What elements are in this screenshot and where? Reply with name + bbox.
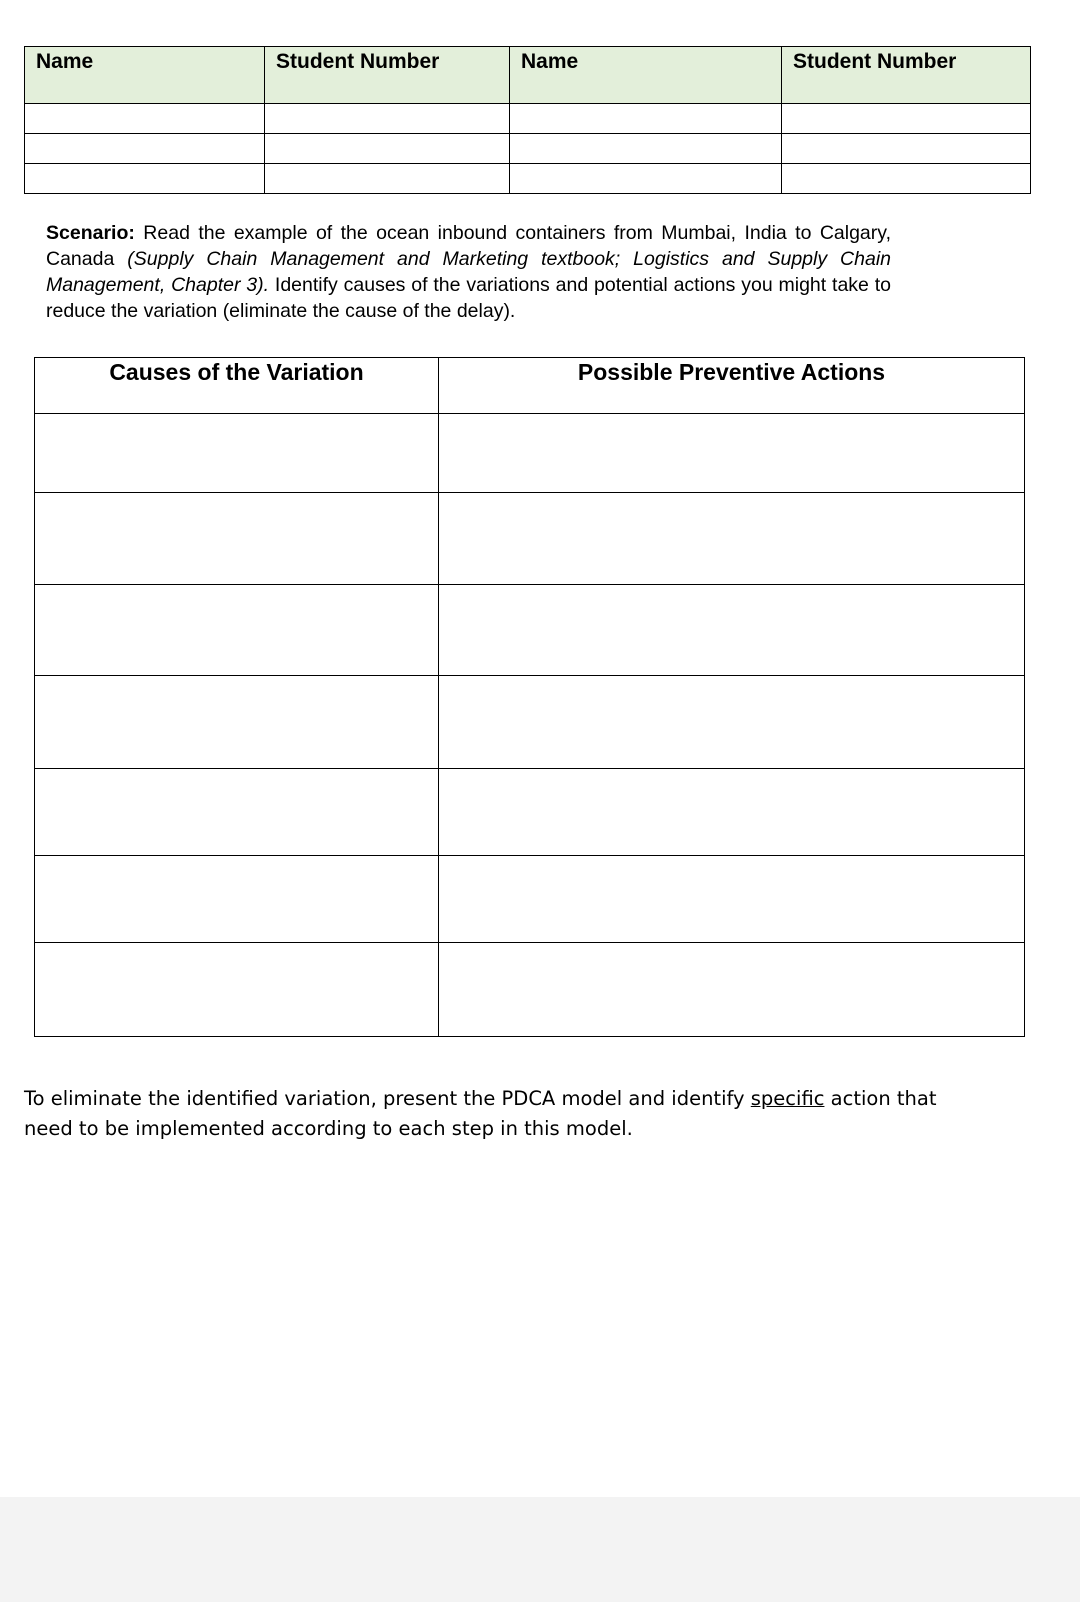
student-name-cell[interactable]: [510, 134, 782, 164]
cause-cell[interactable]: [35, 585, 439, 676]
student-number-cell[interactable]: [265, 164, 510, 194]
student-name-cell[interactable]: [510, 104, 782, 134]
student-name-cell[interactable]: [25, 104, 265, 134]
preventive-action-cell[interactable]: [439, 493, 1025, 585]
variation-table-row: [35, 414, 1025, 493]
student-table-header-number-2: Student Number: [782, 47, 1031, 104]
student-table-header-name-1: Name: [25, 47, 265, 104]
preventive-action-cell[interactable]: [439, 676, 1025, 769]
student-table-row: [25, 134, 1031, 164]
scenario-label: Scenario:: [46, 222, 135, 244]
variation-table-row: [35, 856, 1025, 943]
preventive-action-cell[interactable]: [439, 769, 1025, 856]
cause-cell[interactable]: [35, 676, 439, 769]
student-table-row: [25, 104, 1031, 134]
scenario-source-reference: (Supply Chain Management and Marketing textbook; Logistics and Supply Chain Management, Chapter 3).: [46, 248, 892, 296]
student-table-header-row: [25, 47, 1031, 104]
preventive-action-cell[interactable]: [439, 585, 1025, 676]
scenario-task-text: Identify causes of the variations and potential actions you might take to reduce the variation (eliminate the cause of the delay).: [46, 274, 892, 322]
variation-table-row: [35, 585, 1025, 676]
cause-cell[interactable]: [35, 856, 439, 943]
cause-cell[interactable]: [35, 414, 439, 493]
student-table-header-number-1: Student Number: [265, 47, 510, 104]
student-info-table: [24, 46, 1031, 194]
preventive-actions-column-header: Possible Preventive Actions: [439, 358, 1025, 414]
student-name-cell[interactable]: [510, 164, 782, 194]
pdca-text-before: To eliminate the identified variation, present the PDCA model and identify: [24, 1087, 745, 1110]
pdca-text-after: action that need to be implemented according to each step in this model.: [24, 1087, 937, 1140]
preventive-action-cell[interactable]: [439, 943, 1025, 1037]
pdca-underlined-word: specific: [750, 1087, 825, 1110]
variation-table-header-row: [35, 358, 1025, 414]
student-name-cell[interactable]: [25, 134, 265, 164]
scenario-intro-text: Read the example of the ocean inbound containers from Mumbai, India to Calgary, Canada: [46, 222, 891, 270]
student-number-cell[interactable]: [782, 164, 1031, 194]
variation-table-row: [35, 943, 1025, 1037]
scenario-paragraph: [46, 220, 891, 324]
student-table-header-name-2: Name: [510, 47, 782, 104]
student-table-row: [25, 164, 1031, 194]
student-name-cell[interactable]: [25, 164, 265, 194]
variation-table-row: [35, 493, 1025, 585]
student-number-cell[interactable]: [782, 134, 1031, 164]
student-number-cell[interactable]: [265, 104, 510, 134]
cause-cell[interactable]: [35, 769, 439, 856]
preventive-action-cell[interactable]: [439, 414, 1025, 493]
variation-table-row: [35, 769, 1025, 856]
cause-cell[interactable]: [35, 493, 439, 585]
page-bottom-gray-area: [0, 1497, 1080, 1602]
causes-column-header: Causes of the Variation: [35, 358, 439, 414]
preventive-action-cell[interactable]: [439, 856, 1025, 943]
cause-cell[interactable]: [35, 943, 439, 1037]
student-number-cell[interactable]: [265, 134, 510, 164]
variation-actions-table: [34, 357, 1025, 1037]
variation-table-row: [35, 676, 1025, 769]
student-number-cell[interactable]: [782, 104, 1031, 134]
pdca-instruction-paragraph: [24, 1084, 974, 1144]
